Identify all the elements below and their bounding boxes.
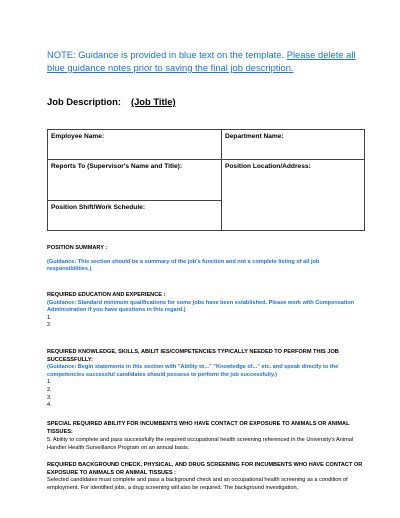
ksa-section xyxy=(47,349,365,410)
position-summary-heading: POSITION SUMMARY : xyxy=(47,245,108,251)
list-item[interactable]: 1. xyxy=(47,314,52,321)
education-guidance: (Guidance: Standard minimum qualifications for some jobs have been established. Please work with Compensation Administration if you have questions in this regard.) xyxy=(47,299,355,314)
ksa-guidance: (Guidance: Begin statements in this section with "Ability to..." "Knowledge of..." etc. and speak directly to the competencies successful candidates should possess to perform the job successfully.) xyxy=(47,364,339,378)
delete-guidance-link[interactable]: Please delete all blue guidance notes prior to saving the final job description. xyxy=(47,49,356,73)
department-name-cell[interactable] xyxy=(222,130,365,160)
employee-name-cell[interactable] xyxy=(48,130,222,160)
background-check-body: Selected candidates must complete and pass a background check and an occupational health screening as a condition of employment. For identified jobs, a drug screening will also be required. The background investigation, xyxy=(47,477,348,491)
position-summary-section xyxy=(47,245,365,274)
special-ability-heading: SPECIAL REQUIRED ABILITY FOR INCUMBENTS WHO HAVE CONTACT OR EXPOSURE TO ANIMALS OR ANIMAL TISSUES: xyxy=(47,421,350,435)
job-description-heading xyxy=(47,96,176,107)
special-ability-section xyxy=(47,421,365,452)
list-item[interactable]: 1. xyxy=(47,379,52,386)
list-item[interactable]: 4. xyxy=(47,402,52,409)
ksa-list xyxy=(47,379,365,409)
background-check-section xyxy=(47,462,365,492)
department-name-label: Department Name: xyxy=(225,133,284,140)
employee-name-label: Employee Name: xyxy=(51,133,105,140)
note-prefix: NOTE: Guidance is provided in blue text on the template. xyxy=(47,49,287,60)
position-location-cell[interactable] xyxy=(222,160,365,231)
position-shift-cell[interactable] xyxy=(48,201,222,231)
education-heading: REQUIRED EDUCATION AND EXPERIENCE : xyxy=(47,292,166,298)
reports-to-label: Reports To (Supervisor's Name and Title): xyxy=(51,163,183,170)
list-item[interactable]: 2. xyxy=(47,322,52,329)
special-ability-item: 5. Ability to complete and pass successfully the required occupational health screening referenced in the University's Animal Handler Health Surveillance Program on an annual basis. xyxy=(47,437,354,451)
guidance-note xyxy=(47,48,367,74)
list-item[interactable]: 3. xyxy=(47,394,52,401)
employee-info-table xyxy=(47,129,365,231)
job-description-label: Job Description: xyxy=(47,96,121,107)
position-location-label: Position Location/Address: xyxy=(225,163,311,170)
job-title-placeholder[interactable]: (Job Title) xyxy=(130,96,176,107)
position-summary-guidance: (Guidance: This section should be a summary of the job's function and not a complete listing of all job responsibilities.) xyxy=(47,258,320,273)
reports-to-cell[interactable] xyxy=(48,160,222,201)
education-list xyxy=(47,315,365,330)
ksa-heading: REQUIRED KNOWLEDGE, SKILLS, ABILIT IES/COMPETENCIES TYPICALLY NEEDED TO PERFORM THIS JOB SUCCESSFULLY: xyxy=(47,349,339,363)
education-section xyxy=(47,292,365,330)
position-shift-label: Position Shift/Work Schedule: xyxy=(51,204,146,211)
list-item[interactable]: 2. xyxy=(47,386,52,393)
background-check-heading: REQUIRED BACKGROUND CHECK, PHYSICAL, AND DRUG SCREENING FOR INCUMBENTS WHO HAVE CONTACT OR EXPOSURE TO ANIMALS OR ANIMAL TISSUES : xyxy=(47,462,363,476)
